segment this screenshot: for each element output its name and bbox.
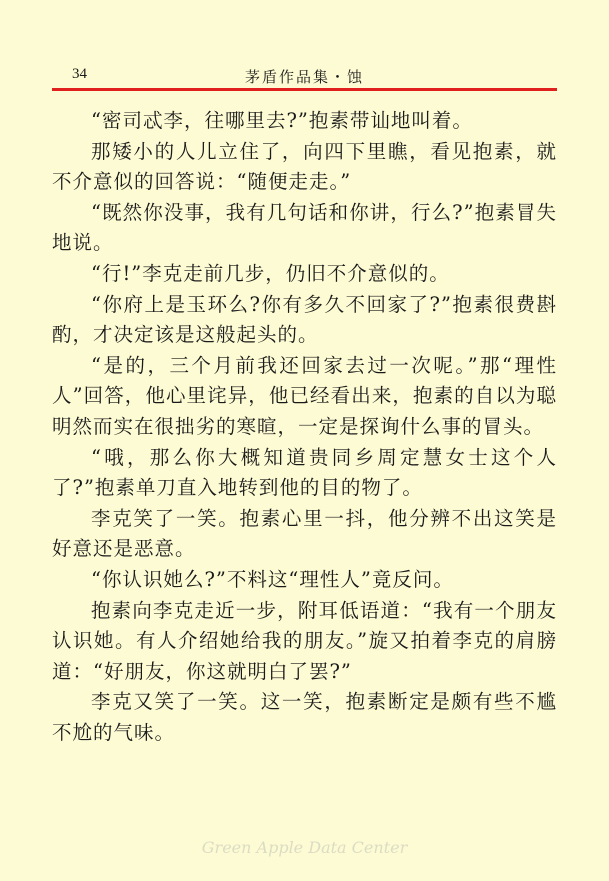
watermark: Green Apple Data Center <box>201 838 408 857</box>
header-rule <box>52 88 557 91</box>
paragraph: 抱素向李克走近一步，附耳低语道：“我有一个朋友认识她。有人介绍她给我的朋友。”旋又拍着李克的肩膀道：“好朋友，你这就明白了罢?” <box>52 598 557 683</box>
paragraph: “你府上是玉环么?你有多久不回家了?”抱素很费斟酌，才决定该是这般起头的。 <box>52 292 557 347</box>
paragraph: “行!”李克走前几步，仍旧不介意似的。 <box>91 261 450 285</box>
body-text <box>52 106 557 748</box>
paragraph: “你认识她么?”不料这“理性人”竟反问。 <box>91 567 454 591</box>
paragraph: “哦，那么你大概知道贵同乡周定慧女士这个人了?”抱素单刀直入地转到他的目的物了。 <box>52 445 557 500</box>
page-number: 34 <box>72 66 87 82</box>
paragraph: “密司忒李，往哪里去?”抱素带讪地叫着。 <box>91 109 473 132</box>
paragraph: 李克笑了一笑。抱素心里一抖，他分辨不出这笑是好意还是恶意。 <box>52 506 557 561</box>
paragraph: “是的，三个月前我还回家去过一次呢。”那“理性人”回答，他心里诧异，他已经看出来，抱素的自以为聪明然而实在很拙劣的寒暄，一定是探询什么事的冒头。 <box>52 353 557 438</box>
paragraph: 那矮小的人儿立住了，向四下里瞧，看见抱素，就不介意似的回答说：“随便走走。” <box>52 139 557 194</box>
running-title: 茅盾作品集・蚀 <box>244 68 364 86</box>
paragraph: 李克又笑了一笑。这一笑，抱素断定是颇有些不尴不尬的气味。 <box>52 690 557 744</box>
paragraph: “既然你没事，我有几句话和你讲，行么?”抱素冒失地说。 <box>52 200 557 255</box>
page-header <box>52 66 557 88</box>
